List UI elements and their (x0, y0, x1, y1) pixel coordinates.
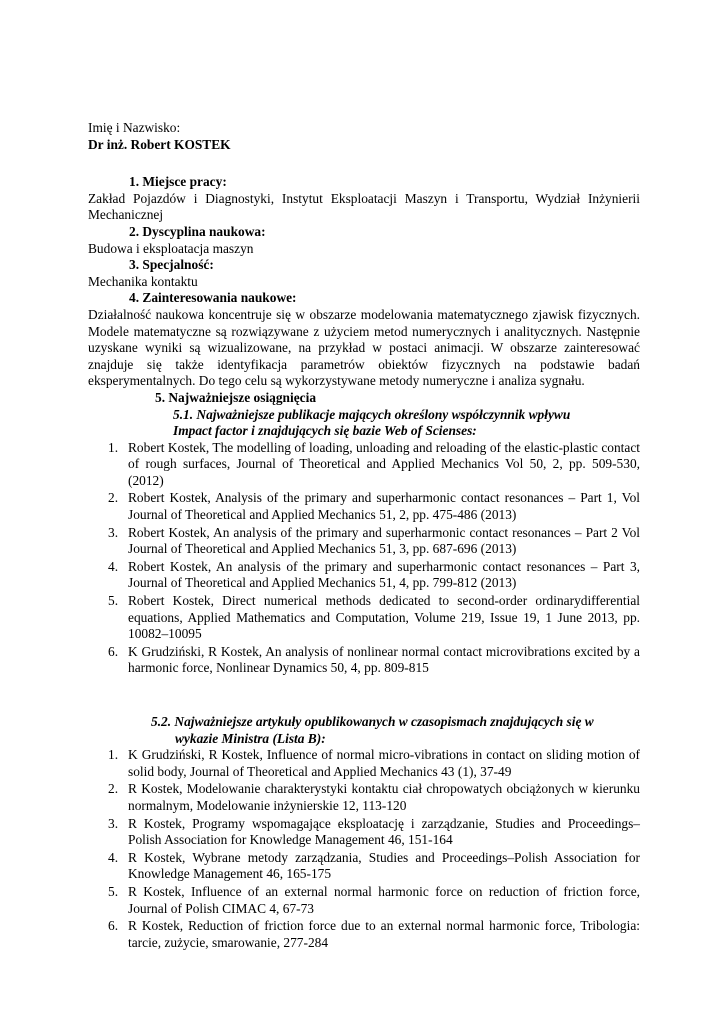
list-item: 4. Robert Kostek, An analysis of the primary and superharmonic contact resonances – Part 3, Journal of Theoretical and Applied Mechanics 51, 4, pp. 799-812 (2013) (108, 558, 640, 591)
subsection-5-2-title-line2: wykazie Ministra (Lista B): (175, 730, 326, 746)
spacer (88, 153, 640, 174)
section-2-text: Budowa i eksploatacja maszyn (88, 240, 254, 256)
list-item: 1. K Grudziński, R Kostek, Influence of normal micro-vibrations in contact on sliding motion of solid body, Journal of Theoretical and Applied Mechanics 43 (1), 37-49 (108, 747, 640, 779)
section-4-title: 4. Zainteresowania naukowe: (129, 290, 297, 306)
list-item: 5. Robert Kostek, Direct numerical methods dedicated to second-order ordinarydifferential equations, Applied Mathematics and Computation, Volume 219, Issue 19, 1 June 2013, pp. 10082–10095 (108, 593, 640, 642)
list-item: 3. Robert Kostek, An analysis of the primary and superharmonic contact resonances – Part 2 Vol Journal of Theoretical and Applied Mechanics 51, 3, pp. 687-696 (2013) (108, 524, 640, 557)
name-label: Imię i Nazwisko: (88, 120, 181, 135)
section-3-text: Mechanika kontaktu (88, 273, 198, 289)
publication-list-5-1 (88, 440, 640, 677)
subsection-5-1-title (88, 407, 640, 440)
subsection-5-2-title-line1: 5.2. Najważniejsze artykuły opublikowanych w czasopismach znajdujących się w (151, 714, 594, 729)
spacer (88, 678, 640, 714)
section-3-title: 3. Specjalność: (129, 257, 214, 273)
subsection-5-1-title-line2: Impact factor i znajdujących się bazie Web of Scienses: (173, 423, 477, 439)
list-item: 3. R Kostek, Programy wspomagające eksploatację i zarządzanie, Studies and Proceedings–Polish Association for Knowledge Management 46, 151-164 (108, 815, 640, 848)
list-item: 6. R Kostek, Reduction of friction force due to an external normal harmonic force, Tribologia: tarcie, zużycie, smarowanie, 277-284 (108, 918, 640, 950)
section-1-text: Zakład Pojazdów i Diagnostyki, Instytut Eksploatacji Maszyn i Transportu, Wydział Inżynierii Mechanicznej (88, 190, 640, 223)
list-item: 5. R Kostek, Influence of an external normal harmonic force on reduction of friction force, Journal of Polish CIMAC 4, 67-73 (108, 883, 640, 916)
name-value: Dr inż. Robert KOSTEK (88, 136, 231, 152)
list-item: 2. R Kostek, Modelowanie charakterystyki kontaktu ciał chropowatych obciążonych w kierunku normalnym, Modelowanie inżynierskie 12, 113-120 (108, 781, 640, 813)
document-page (88, 120, 640, 952)
section-5-title: 5. Najważniejsze osiągnięcia (155, 389, 317, 405)
list-item: 1. Robert Kostek, The modelling of loading, unloading and reloading of the elastic-plastic contact of rough surfaces, Journal of Theoretical and Applied Mechanics Vol 50, 2, pp. 509-530, (2012) (108, 439, 640, 488)
section-1-title: 1. Miejsce pracy: (129, 174, 227, 190)
subsection-5-2-title (88, 714, 640, 747)
subsection-5-1-title-line1: 5.1. Najważniejsze publikacje mających określony współczynnik wpływu (173, 406, 571, 422)
section-2-title: 2. Dyscyplina naukowa: (129, 223, 266, 239)
section-4-text: Działalność naukowa koncentruje się w obszarze modelowania matematycznego zjawisk fizycznych. Modele matematyczne są rozwiązywane z użyciem metod numerycznych i analitycznych. Następnie uzyskane wyniki są wizualizowane, na przykład w postaci animacji. W obszarze zainteresować znajduje się także identyfikacja parametrów obiektów fizycznych na podstawie badań eksperymentalnych. Do tego celu są wykorzystywane metody numeryczne i analiza sygnału. (88, 306, 640, 389)
list-item: 6. K Grudziński, R Kostek, An analysis of nonlinear normal contact microvibrations excited by a harmonic force, Nonlinear Dynamics 50, 4, pp. 809-815 (108, 643, 640, 676)
list-item: 4. R Kostek, Wybrane metody zarządzania, Studies and Proceedings–Polish Association for Knowledge Management 46, 165-175 (108, 849, 640, 882)
list-item: 2. Robert Kostek, Analysis of the primary and superharmonic contact resonances – Part 1, Vol Journal of Theoretical and Applied Mechanics 51, 2, pp. 475-486 (2013) (108, 490, 640, 523)
publication-list-5-2 (88, 747, 640, 951)
